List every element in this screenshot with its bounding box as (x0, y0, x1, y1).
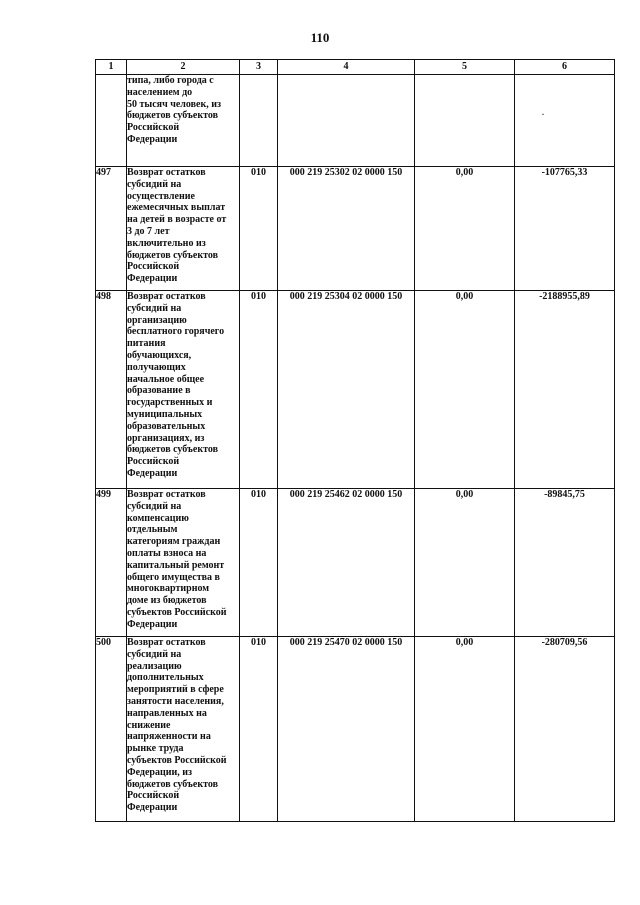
row-plan: 0,00 (415, 489, 515, 637)
col-header-3: 3 (240, 60, 278, 75)
row-plan: 0,00 (415, 637, 515, 822)
row-number: 498 (96, 291, 127, 489)
row-number: 497 (96, 167, 127, 291)
row-code: 010 (240, 489, 278, 637)
stray-mark: . (542, 108, 544, 117)
page-number: 110 (310, 30, 330, 45)
row-plan-cell (415, 75, 515, 167)
row-kbk: 000 219 25304 02 0000 150 (278, 291, 415, 489)
row-fact: -2188955,89 (515, 291, 615, 489)
table-row (96, 489, 615, 637)
row-name: Возврат остатков субсидий на организацию бесплатного горячего питания обучающихся, получающих начальное общее образование в государственных и муниципальных образовательных организациях, из бюджетов субъектов Российской Федерации (127, 291, 225, 479)
row-name: Возврат остатков субсидий на компенсацию отдельным категориям граждан оплаты взноса на капитальный ремонт общего имущества в многоквартирном доме из бюджетов субъектов Российской Федерации (127, 489, 227, 630)
row-code: 010 (240, 167, 278, 291)
row-fact: -280709,56 (515, 637, 615, 822)
row-fact-cell (515, 75, 615, 167)
row-name-cell (127, 291, 240, 489)
row-code-cell (240, 75, 278, 167)
row-name: Возврат остатков субсидий на реализацию дополнительных мероприятий в сфере занятости населения, направленных на снижение напряженности на рынке труда субъектов Российской Федерации, из бюджетов субъектов Российской Федерации (127, 637, 227, 814)
row-number-cell (96, 75, 127, 167)
row-code: 010 (240, 291, 278, 489)
row-kbk: 000 219 25462 02 0000 150 (278, 489, 415, 637)
row-kbk: 000 219 25470 02 0000 150 (278, 637, 415, 822)
row-code: 010 (240, 637, 278, 822)
row-name: типа, либо города с населением до 50 тысяч человек, из бюджетов субъектов Российской Федерации (127, 75, 222, 145)
row-kbk: 000 219 25302 02 0000 150 (278, 167, 415, 291)
table-row (96, 291, 615, 489)
budget-table (95, 59, 615, 822)
col-header-1: 1 (96, 60, 127, 75)
col-header-6: 6 (515, 60, 615, 75)
col-header-2: 2 (127, 60, 240, 75)
row-fact: -107765,33 (515, 167, 615, 291)
row-plan: 0,00 (415, 291, 515, 489)
row-number: 499 (96, 489, 127, 637)
row-name-cell (127, 167, 240, 291)
row-name-cell (127, 75, 240, 167)
row-kbk-cell (278, 75, 415, 167)
table-row (96, 167, 615, 291)
table-row-continuation (96, 75, 615, 167)
row-name: Возврат остатков субсидий на осуществление ежемесячных выплат на детей в возрасте от 3 до 7 лет включительно из бюджетов субъектов Российской Федерации (127, 167, 227, 285)
row-name-cell (127, 489, 240, 637)
col-header-4: 4 (278, 60, 415, 75)
table-row (96, 637, 615, 822)
row-name-cell (127, 637, 240, 822)
row-number: 500 (96, 637, 127, 822)
col-header-5: 5 (415, 60, 515, 75)
row-fact: -89845,75 (515, 489, 615, 637)
row-plan: 0,00 (415, 167, 515, 291)
header-row (96, 60, 615, 75)
